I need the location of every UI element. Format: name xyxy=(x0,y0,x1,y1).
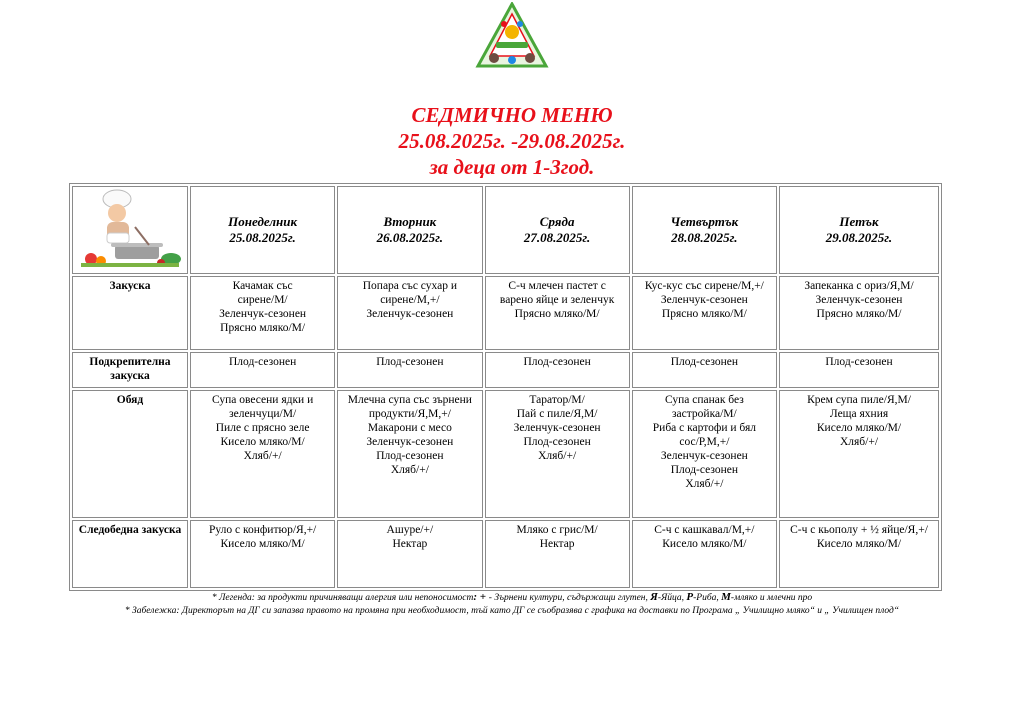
menu-item-line: Плод-сезонен xyxy=(523,436,591,448)
menu-item-line: Кисело мляко/М/ xyxy=(816,538,902,550)
menu-item-line: Плод-сезонен xyxy=(825,356,893,368)
legend-r-symbol: Р xyxy=(686,591,694,603)
day-date: 25.08.2025г. xyxy=(229,230,296,245)
title-line-2: 25.08.2025г. -29.08.2025г. xyxy=(398,129,626,153)
weekly-menu-table xyxy=(69,183,942,591)
menu-item-line: Нектар xyxy=(539,538,575,550)
meal-cell-tuesday xyxy=(337,520,482,588)
day-header-3 xyxy=(632,186,777,274)
menu-item-line: Прясно мляко/М/ xyxy=(816,308,902,320)
meal-cell-wednesday xyxy=(485,276,630,350)
menu-item-line: Зеленчук-сезонен xyxy=(660,294,748,306)
meal-cell-tuesday xyxy=(337,352,482,388)
menu-item-line: Хляб/+/ xyxy=(538,450,577,462)
child-chef-image xyxy=(75,187,185,269)
menu-item-line: Зеленчук-сезонен xyxy=(366,436,454,448)
menu-item-line: Кисело мляко/М/ xyxy=(662,538,747,550)
meal-cell-monday xyxy=(190,390,335,518)
meal-cell-friday xyxy=(779,276,939,350)
menu-item-line: Плод-сезонен xyxy=(670,356,739,368)
meal-cell-wednesday xyxy=(485,520,630,588)
meal-cell-thursday xyxy=(632,520,777,588)
menu-item-line: Мляко с грис/М/ xyxy=(516,524,598,536)
menu-item-line: Кисело мляко/М/ xyxy=(220,538,305,550)
menu-item-line: сос/Р,М,+/ xyxy=(679,436,730,448)
meal-cell-wednesday xyxy=(485,390,630,518)
meal-cell-friday xyxy=(779,390,939,518)
menu-item-line: сирене/М,+/ xyxy=(380,294,440,306)
meal-cell-friday xyxy=(779,352,939,388)
menu-item-line: Леща яхния xyxy=(829,408,889,420)
menu-item-line: Плод-сезонен xyxy=(376,450,444,462)
meal-cell-thursday xyxy=(632,352,777,388)
menu-title xyxy=(0,102,1024,180)
title-line-3: за деца от 1-3год. xyxy=(429,155,595,179)
kindergarten-logo xyxy=(474,2,550,70)
menu-item-line: Супа спанак без xyxy=(664,394,744,406)
meal-cell-wednesday xyxy=(485,352,630,388)
menu-item-line: сирене/М/ xyxy=(237,294,288,306)
meal-cell-tuesday xyxy=(337,276,482,350)
chef-image-cell xyxy=(72,186,188,274)
day-date: 26.08.2025г. xyxy=(376,230,444,245)
legend-ya-text: -Яйца, xyxy=(657,593,687,603)
menu-item-line: Хляб/+/ xyxy=(243,450,282,462)
day-date: 27.08.2025г. xyxy=(523,230,591,245)
legend-m-symbol: М xyxy=(721,591,731,603)
menu-item-line: Млечна супа със зърнени xyxy=(347,394,472,406)
day-name: Петък xyxy=(839,214,879,229)
menu-item-line: Плод-сезонен xyxy=(523,356,591,368)
menu-item-line: Хляб/+/ xyxy=(685,478,724,490)
menu-item-line: С-ч млечен пастет с xyxy=(508,280,606,292)
meal-label: Следобедна закуска xyxy=(72,520,188,588)
menu-item-line: Зеленчук-сезонен xyxy=(219,308,307,320)
menu-item-line: зеленчуци/М/ xyxy=(229,408,297,420)
menu-item-line: Ашуре/+/ xyxy=(386,524,434,536)
meal-row-afternoon xyxy=(72,520,939,588)
meal-cell-tuesday xyxy=(337,390,482,518)
menu-item-line: Супа овесени ядки и xyxy=(212,394,314,406)
day-name: Вторник xyxy=(383,214,437,229)
legend-prefix: Легенда: за продукти причиняващи алергия или непоносимост xyxy=(218,593,474,603)
day-header-1 xyxy=(337,186,482,274)
day-header-0 xyxy=(190,186,335,274)
title-line-1: СЕДМИЧНО МЕНЮ xyxy=(411,103,613,127)
menu-item-line: Таратор/М/ xyxy=(529,394,585,406)
header-row xyxy=(72,186,939,274)
meal-cell-monday xyxy=(190,352,335,388)
day-name: Понеделник xyxy=(228,214,298,229)
menu-item-line: Плод-сезонен xyxy=(228,356,297,368)
menu-item-line: Пай с пиле/Я,М/ xyxy=(516,408,598,420)
day-date: 28.08.2025г. xyxy=(671,230,738,245)
meal-row-breakfast xyxy=(72,276,939,350)
menu-item-line: Качамак със xyxy=(232,280,293,292)
menu-item-line: Нектар xyxy=(392,538,428,550)
menu-item-line: варено яйце и зеленчук xyxy=(499,294,615,306)
menu-item-line: Попара със сухар и xyxy=(362,280,457,292)
menu-item-line: Пиле с прясно зеле xyxy=(215,422,310,434)
menu-item-line: Прясно мляко/М/ xyxy=(220,322,306,334)
day-header-2 xyxy=(485,186,630,274)
menu-item-line: Зеленчук-сезонен xyxy=(660,450,748,462)
meal-row-snack xyxy=(72,352,939,388)
menu-item-line: Зеленчук-сезонен xyxy=(815,294,903,306)
meal-cell-thursday xyxy=(632,276,777,350)
menu-item-line: Кисело мляко/М/ xyxy=(220,436,305,448)
menu-item-line: Зеленчук-сезонен xyxy=(513,422,601,434)
legend-plus-text: - Зърнени култури, съдържащи глутен, xyxy=(488,593,651,603)
meal-label: Закуска xyxy=(72,276,188,350)
menu-item-line: Плод-сезонен xyxy=(670,464,739,476)
meal-cell-friday xyxy=(779,520,939,588)
meal-label: Обяд xyxy=(72,390,188,518)
day-header-4 xyxy=(779,186,939,274)
day-name: Сряда xyxy=(539,214,575,229)
meal-cell-thursday xyxy=(632,390,777,518)
legend-r-text: -Риба, xyxy=(693,593,722,603)
menu-item-line: Прясно мляко/М/ xyxy=(514,308,600,320)
menu-item-line: С-ч с кашкавал/М,+/ xyxy=(654,524,755,536)
legend-plus-symbol: : + xyxy=(473,591,489,603)
allergen-legend xyxy=(0,591,1024,604)
menu-item-line: Зеленчук-сезонен xyxy=(366,308,454,320)
menu-item-line: Прясно мляко/М/ xyxy=(661,308,747,320)
meal-cell-monday xyxy=(190,276,335,350)
day-name: Четвъртък xyxy=(670,214,739,229)
director-note: * Забележка: Директорът на ДГ си запазва правото на промяна при необходимост, тъй като ДГ се съобразява с графика на доставки по Програма „ Училищно мляко“ и „ Училищен плод“ xyxy=(124,606,900,616)
menu-item-line: Руло с конфитюр/Я,+/ xyxy=(208,524,317,536)
menu-item-line: Кисело мляко/М/ xyxy=(816,422,902,434)
menu-item-line: продукти/Я,М,+/ xyxy=(368,408,451,420)
legend-ya-symbol: Я xyxy=(650,591,658,603)
day-date: 29.08.2025г. xyxy=(825,230,893,245)
menu-item-line: С-ч с кьополу + ½ яйце/Я,+/ xyxy=(790,524,928,536)
menu-item-line: Хляб/+/ xyxy=(390,464,429,476)
menu-item-line: Хляб/+/ xyxy=(839,436,879,448)
asterisk-icon: * xyxy=(211,593,217,603)
legend-m-text: -мляко и млечни про xyxy=(730,593,813,603)
meal-row-lunch xyxy=(72,390,939,518)
meal-label: Подкрепителна закуска xyxy=(72,352,188,388)
menu-item-line: Макарони с месо xyxy=(367,422,452,434)
meal-cell-monday xyxy=(190,520,335,588)
menu-item-line: застройка/М/ xyxy=(672,408,737,420)
menu-item-line: Крем супа пиле/Я,М/ xyxy=(807,394,911,406)
menu-item-line: Кус-кус със сирене/М,+/ xyxy=(644,280,764,292)
menu-item-line: Плод-сезонен xyxy=(376,356,444,368)
menu-item-line: Запеканка с ориз/Я,М/ xyxy=(804,280,914,292)
menu-item-line: Риба с картофи и бял xyxy=(652,422,756,434)
